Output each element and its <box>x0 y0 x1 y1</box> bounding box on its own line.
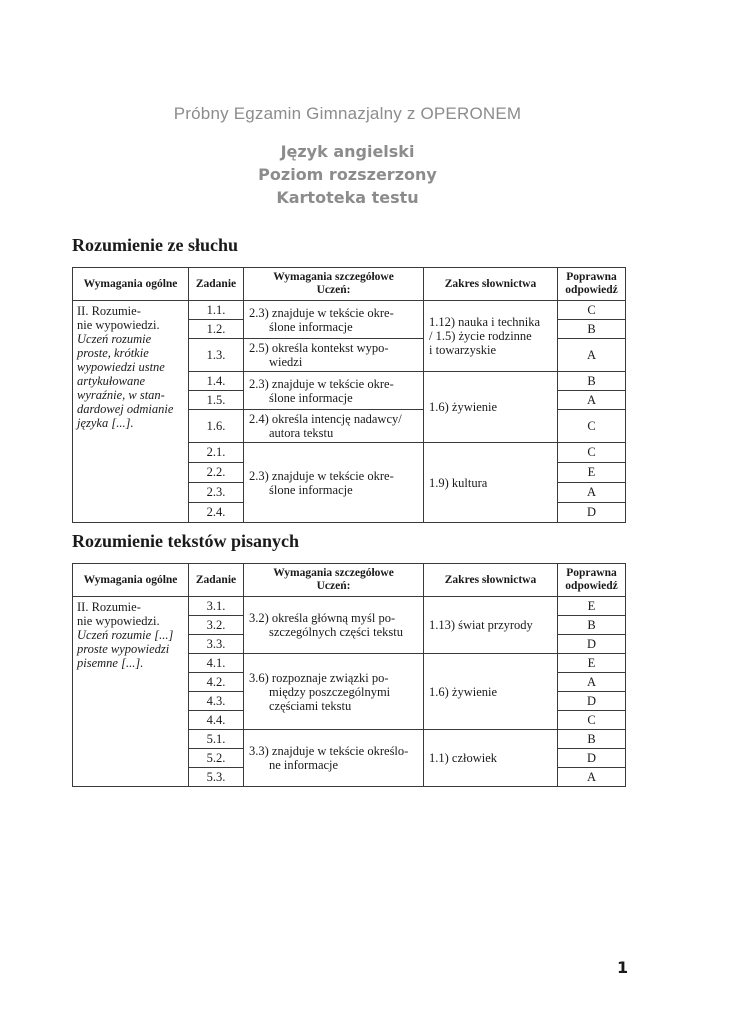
general-line: Uczeń rozumie <box>77 332 152 346</box>
answer-key: B <box>558 320 626 339</box>
specific-text <box>249 671 419 713</box>
vocabulary-range <box>424 443 558 523</box>
section-title-reading: Rozumienie tekstów pisanych <box>72 531 300 551</box>
specific-text-line: wiedzi <box>269 355 303 369</box>
answer-key: D <box>558 635 626 654</box>
specific-requirement <box>244 597 424 654</box>
general-line: dardowej odmianie <box>77 402 174 416</box>
general-line: nie wypowiedzi. <box>77 318 160 332</box>
task-number: 3.3. <box>189 635 244 654</box>
answer-key: B <box>558 372 626 391</box>
task-number: 4.2. <box>189 673 244 692</box>
col-header-general: Wymagania ogólne <box>73 564 189 597</box>
specific-text <box>249 341 419 369</box>
specific-requirement <box>244 443 424 523</box>
task-number: 5.3. <box>189 768 244 787</box>
answer-key: B <box>558 730 626 749</box>
col-header-specific-line2: Uczeń: <box>316 284 351 296</box>
general-requirements-cell <box>73 301 189 523</box>
title-line-document: Kartoteka testu <box>276 188 419 207</box>
col-header-answer-line1: Poprawna <box>566 567 617 579</box>
general-line: pisemne [...]. <box>77 656 144 670</box>
specific-text-line: 2.3) znajduje w tekście okre- <box>249 468 394 483</box>
answer-key: D <box>558 503 626 523</box>
specific-requirement <box>244 372 424 410</box>
page-number: 1 <box>617 958 629 977</box>
answer-key: C <box>558 443 626 463</box>
col-header-specific <box>244 268 424 301</box>
specific-text-line: ślone informacje <box>269 482 353 497</box>
col-header-general: Wymagania ogólne <box>73 268 189 301</box>
general-line: proste, krótkie <box>77 346 149 360</box>
vocab-line: / 1.5) życie rodzinne <box>429 329 532 343</box>
answer-key: D <box>558 749 626 768</box>
specific-text-line: 2.4) określa intencję nadawcy/ <box>249 412 402 426</box>
task-number: 2.1. <box>189 443 244 463</box>
answer-key: C <box>558 410 626 443</box>
answer-key: C <box>558 711 626 730</box>
exam-subtitle: Próbny Egzamin Gimnazjalny z OPERONEM <box>173 104 522 123</box>
col-header-specific-line2: Uczeń: <box>316 580 351 592</box>
task-number: 4.4. <box>189 711 244 730</box>
answer-key: A <box>558 673 626 692</box>
general-line: wypowiedzi ustne <box>77 360 165 374</box>
specific-text-line: 3.3) znajduje w tekście określo- <box>249 744 409 758</box>
task-number: 1.1. <box>189 301 244 320</box>
col-header-answer <box>558 564 626 597</box>
answer-key: E <box>558 463 626 483</box>
general-line: nie wypowiedzi. <box>77 614 160 628</box>
answer-key: A <box>558 391 626 410</box>
title-line-level: Poziom rozszerzony <box>258 165 437 184</box>
specific-text <box>249 306 419 334</box>
specific-text <box>249 377 419 405</box>
vocab-line: 1.13) świat przyrody <box>429 618 533 632</box>
title-line-subject: Język angielski <box>280 142 415 161</box>
task-number: 5.1. <box>189 730 244 749</box>
task-number: 1.6. <box>189 410 244 443</box>
task-number: 1.4. <box>189 372 244 391</box>
vocabulary-range <box>424 372 558 443</box>
col-header-answer-line2: odpowiedź <box>565 284 618 296</box>
task-number: 1.2. <box>189 320 244 339</box>
task-number: 4.1. <box>189 654 244 673</box>
general-line: II. Rozumie- <box>77 600 141 614</box>
specific-requirement <box>244 654 424 730</box>
table-row <box>73 301 626 320</box>
specific-text-line: szczególnych części tekstu <box>269 625 403 639</box>
general-line: proste wypowiedzi <box>77 642 170 656</box>
specific-requirement <box>244 410 424 443</box>
vocabulary-range <box>424 730 558 787</box>
test-title <box>0 140 695 209</box>
task-number: 1.3. <box>189 339 244 372</box>
task-number: 3.1. <box>189 597 244 616</box>
specific-text-line: ne informacje <box>269 758 339 772</box>
general-line: języka [...]. <box>77 416 134 430</box>
col-header-specific <box>244 564 424 597</box>
answer-key: B <box>558 616 626 635</box>
specific-requirement <box>244 730 424 787</box>
specific-text-line: 3.2) określa główną myśl po- <box>249 611 396 625</box>
table-header-row <box>73 564 626 597</box>
answer-key: C <box>558 301 626 320</box>
col-header-task: Zadanie <box>189 268 244 301</box>
col-header-answer-line2: odpowiedź <box>565 580 618 592</box>
specific-requirement <box>244 339 424 372</box>
reading-table <box>72 563 626 787</box>
col-header-vocab: Zakres słownictwa <box>424 268 558 301</box>
specific-text-line: autora tekstu <box>269 426 334 440</box>
specific-text-line: między poszczególnymi <box>269 684 391 699</box>
specific-text-line: 2.3) znajduje w tekście okre- <box>249 305 394 320</box>
task-number: 2.4. <box>189 503 244 523</box>
vocab-line: 1.9) kultura <box>429 475 488 490</box>
specific-text <box>249 412 419 440</box>
table-row <box>73 597 626 616</box>
vocab-line: 1.1) człowiek <box>429 751 498 765</box>
specific-text-line: ślone informacje <box>269 319 353 334</box>
general-requirements-cell <box>73 597 189 787</box>
vocab-line: 1.12) nauka i technika <box>429 315 541 329</box>
task-number: 1.5. <box>189 391 244 410</box>
specific-text-line: 2.5) określa kontekst wypo- <box>249 341 389 355</box>
specific-text-line: ślone informacje <box>269 390 353 405</box>
answer-key: D <box>558 692 626 711</box>
specific-text <box>249 611 419 639</box>
vocab-line: 1.6) żywienie <box>429 400 498 414</box>
general-line: wyraźnie, w stan- <box>77 388 165 402</box>
col-header-vocab: Zakres słownictwa <box>424 564 558 597</box>
answer-key: E <box>558 654 626 673</box>
vocab-line: 1.6) żywienie <box>429 684 498 699</box>
task-number: 5.2. <box>189 749 244 768</box>
task-number: 4.3. <box>189 692 244 711</box>
vocabulary-range <box>424 597 558 654</box>
task-number: 2.3. <box>189 483 244 503</box>
specific-text-line: częściami tekstu <box>269 698 352 713</box>
table-header-row <box>73 268 626 301</box>
task-number: 2.2. <box>189 463 244 483</box>
vocabulary-range <box>424 301 558 372</box>
vocabulary-range <box>424 654 558 730</box>
listening-table <box>72 267 626 523</box>
col-header-task: Zadanie <box>189 564 244 597</box>
answer-key: A <box>558 483 626 503</box>
answer-key: E <box>558 597 626 616</box>
general-line: Uczeń rozumie [...] <box>77 628 174 642</box>
col-header-answer <box>558 268 626 301</box>
specific-text-line: 3.6) rozpoznaje związki po- <box>249 670 389 685</box>
specific-requirement <box>244 301 424 339</box>
vocab-line: i towarzyskie <box>429 343 496 357</box>
col-header-specific-line1: Wymagania szczegółowe <box>273 567 394 579</box>
specific-text <box>249 744 419 772</box>
task-number: 3.2. <box>189 616 244 635</box>
specific-text <box>249 469 419 497</box>
col-header-answer-line1: Poprawna <box>566 271 617 283</box>
answer-key: A <box>558 339 626 372</box>
col-header-specific-line1: Wymagania szczegółowe <box>273 271 394 283</box>
answer-key: A <box>558 768 626 787</box>
general-line: artykułowane <box>77 374 146 388</box>
general-line: II. Rozumie- <box>77 304 141 318</box>
specific-text-line: 2.3) znajduje w tekście okre- <box>249 376 394 391</box>
section-title-listening: Rozumienie ze słuchu <box>72 235 238 255</box>
